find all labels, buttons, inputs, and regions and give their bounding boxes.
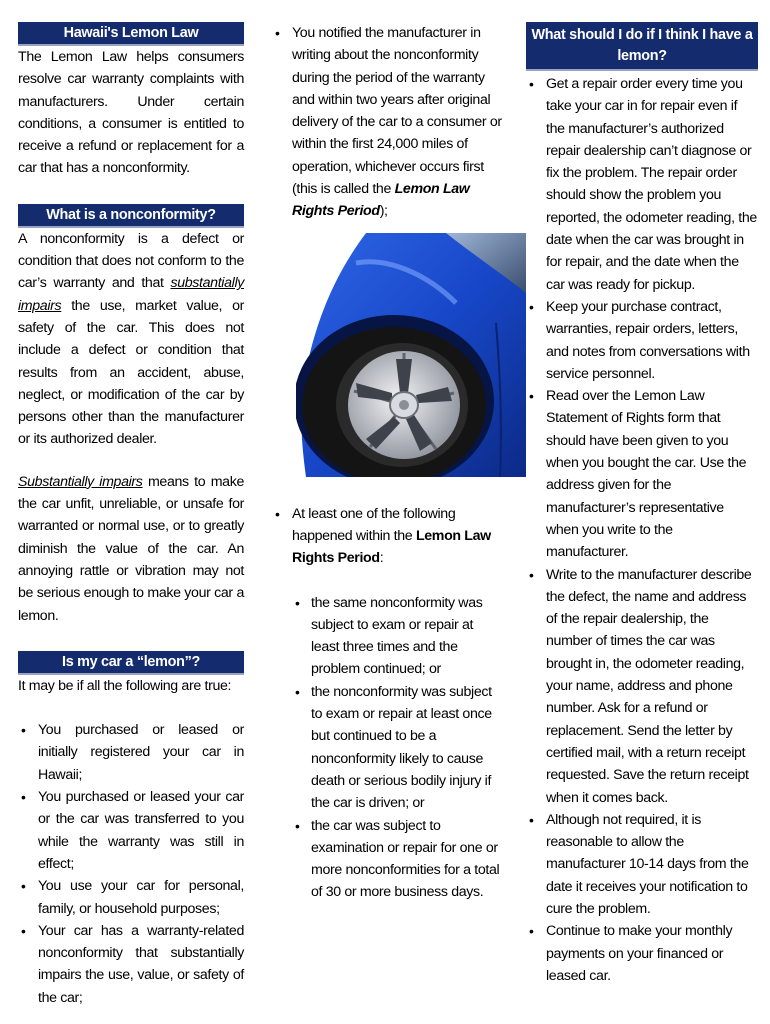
nonconformity-paragraph xyxy=(18,228,244,451)
list-item xyxy=(272,22,502,223)
column-middle xyxy=(272,22,502,904)
heading-is-my-car-a-lemon: Is my car a “lemon”? xyxy=(18,651,244,675)
substantially-impairs-definition-term: Substantially impairs xyxy=(18,473,143,490)
heading-what-should-i-do: What should I do if I think I have a lemon? xyxy=(526,22,758,71)
notification-text: You notified the manufacturer in writing about the nonconformity during the period of the warranty and within two years after original delivery of the car to a consumer or within the first 24,000 miles of operation, whichever occurs first (this is called the xyxy=(292,25,502,198)
list-item: • You purchased or leased your car or the car was transferred to you while the warranty was still in effect; xyxy=(18,786,244,875)
list-item xyxy=(272,503,502,570)
nonconformity-text-a: A nonconformity is a defect or condition that does not conform to the car’s warranty and that xyxy=(18,230,244,292)
may-be-text: It may be if all the following are true: xyxy=(18,677,232,694)
list-item: • Read over the Lemon Law Statement of Rights form that should have been given to you when you bought the car. Use the address given for the manufacturer’s representative when you write to the manufacturer. xyxy=(526,385,758,563)
list-item: • Although not required, it is reasonable to allow the manufacturer 10-14 days from the date it receives your notification to cure the problem. xyxy=(526,809,758,920)
car-photo xyxy=(296,233,526,477)
happened-within-list xyxy=(272,503,502,570)
criteria-continued-list xyxy=(272,22,502,223)
lemon-law-rights-period-term-2: Lemon Law Rights Period xyxy=(292,527,491,567)
happened-text: At least one of the following happened within the xyxy=(292,505,456,544)
sub-criteria-list xyxy=(292,592,502,904)
column-right xyxy=(526,22,758,987)
list-item: • Your car has a warranty-related nonconformity that substantially impairs the use, value, or safety of the car; xyxy=(18,920,244,1009)
list-item: • Write to the manufacturer describe the defect, the name and address of the repair dealership, the number of times the car was brought in, the odometer reading, your name, address and phone number. Ask for a refund or replacement. Send the letter by certified mail, with a return receipt requested. Save the return receipt when it comes back. xyxy=(526,564,758,809)
lemon-law-rights-period-term: Lemon Law Rights Period xyxy=(292,181,470,220)
intro-paragraph: The Lemon Law helps consumers resolve car warranty complaints with manufacturers. Under certain conditions, a consumer is entitled to receive a refund or replacement for a car that has a nonconformity. xyxy=(18,49,244,177)
steps-list xyxy=(526,73,758,987)
nonconformity-text-b: the use, market value, or safety of the car. This does not include a defect or condition that results from an accident, abuse, neglect, or modification of the car by persons other than the manufacturer or its authorized dealer. xyxy=(18,297,244,448)
list-item: • Continue to make your monthly payments on your financed or leased car. xyxy=(526,920,758,987)
lemon-criteria-list xyxy=(18,719,244,1009)
list-item: • the same nonconformity was subject to exam or repair at least three times and the problem continued; or xyxy=(292,592,502,681)
heading-what-is-nonconformity: What is a nonconformity? xyxy=(18,204,244,228)
happened-text-end: : xyxy=(379,550,384,567)
list-item: • the nonconformity was subject to exam or repair at least once but continued to be a nonconformity likely to cause death or serious bodily injury if the car is driven; or xyxy=(292,681,502,815)
substantially-impairs-definition: means to make the car unfit, unreliable, or unsafe for warranted or normal use, or to greatly diminish the value of the car. An annoying rattle or vibration may not be serious enough to make your car a lemon. xyxy=(18,473,244,624)
substantially-impairs-term: substantially impairs xyxy=(18,275,244,314)
heading-hawaii-lemon-law: Hawaii's Lemon Law xyxy=(18,22,244,46)
notification-text-end: ); xyxy=(379,203,388,220)
list-item: • Get a repair order every time you take your car in for repair even if the manufacturer’s authorized repair dealership can’t diagnose or fix the problem. The repair order should show the problem you reported, the odometer reading, the date when the car was brought in for repair, and the date when the car was ready for pickup. xyxy=(526,73,758,296)
list-item: • You use your car for personal, family, or household purposes; xyxy=(18,875,244,920)
list-item: • You purchased or leased or initially registered your car in Hawaii; xyxy=(18,719,244,786)
substantially-impairs-paragraph xyxy=(18,471,244,627)
column-left xyxy=(18,22,244,1009)
list-item: • Keep your purchase contract, warranties, repair orders, letters, and notes from conversations with service personnel. xyxy=(526,296,758,385)
list-item: • the car was subject to examination or repair for one or more nonconformities for a total of 30 or more business days. xyxy=(292,815,502,904)
